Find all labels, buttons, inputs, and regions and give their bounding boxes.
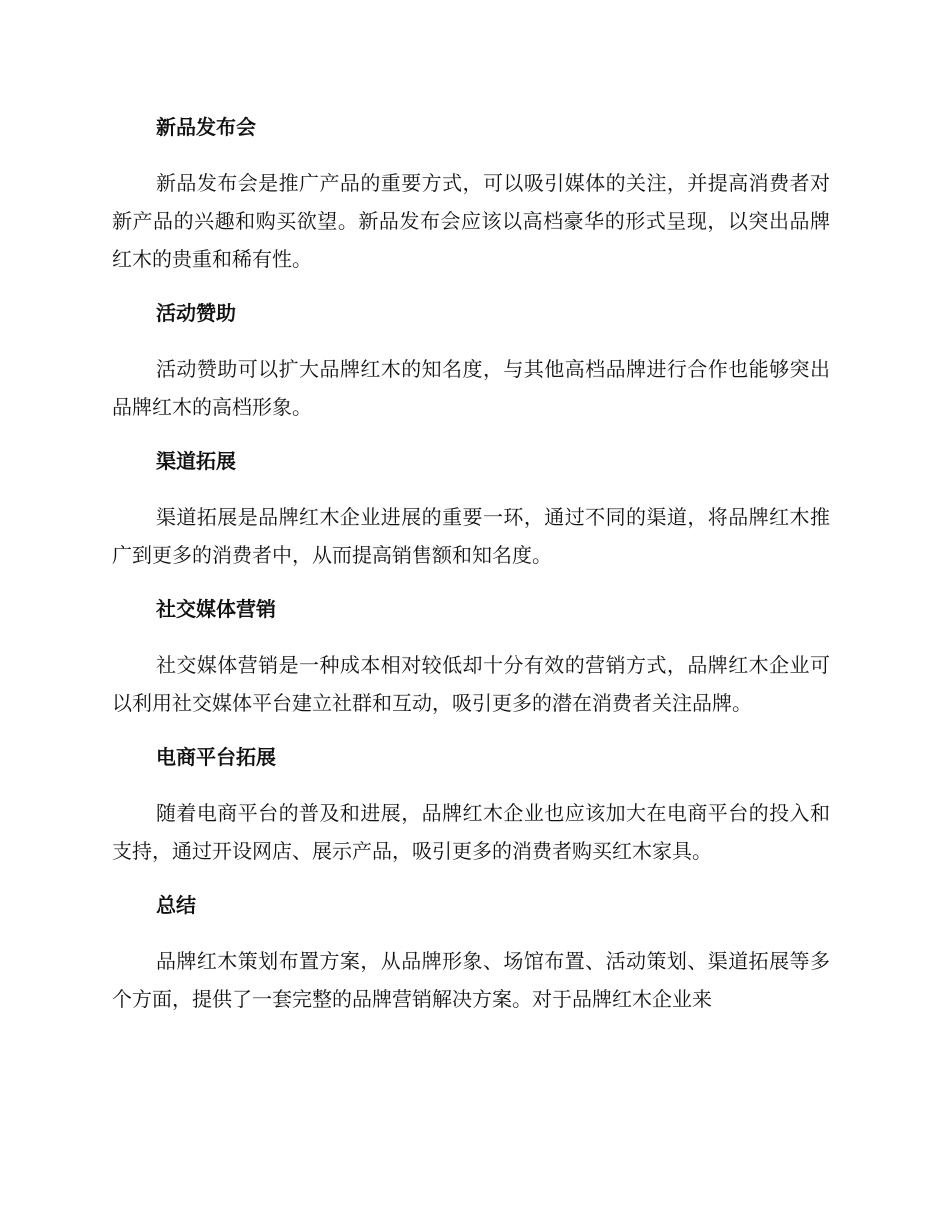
section-paragraph: 活动赞助可以扩大品牌红木的知名度，与其他高档品牌进行合作也能够突出品牌红木的高档形象。 bbox=[112, 357, 830, 419]
section-heading: 电商平台拓展 bbox=[156, 745, 276, 769]
document-page bbox=[112, 110, 830, 1018]
section-heading: 活动赞助 bbox=[156, 301, 236, 325]
section-paragraph: 社交媒体营销是一种成本相对较低却十分有效的营销方式，品牌红木企业可以利用社交媒体平台建立社群和互动，吸引更多的潜在消费者关注品牌。 bbox=[112, 653, 830, 715]
section-paragraph: 新品发布会是推广产品的重要方式，可以吸引媒体的关注，并提高消费者对新产品的兴趣和购买欲望。新品发布会应该以高档豪华的形式呈现，以突出品牌红木的贵重和稀有性。 bbox=[112, 171, 830, 271]
section-paragraph: 品牌红木策划布置方案，从品牌形象、场馆布置、活动策划、渠道拓展等多个方面，提供了一套完整的品牌营销解决方案。对于品牌红木企业来 bbox=[112, 949, 830, 1011]
section-heading: 新品发布会 bbox=[156, 115, 256, 139]
section-paragraph: 渠道拓展是品牌红木企业进展的重要一环，通过不同的渠道，将品牌红木推广到更多的消费者中，从而提高销售额和知名度。 bbox=[112, 505, 830, 567]
section-heading: 渠道拓展 bbox=[156, 449, 236, 473]
section-paragraph: 随着电商平台的普及和进展，品牌红木企业也应该加大在电商平台的投入和支持，通过开设网店、展示产品，吸引更多的消费者购买红木家具。 bbox=[112, 801, 830, 863]
section-heading: 社交媒体营销 bbox=[156, 597, 276, 621]
section-heading: 总结 bbox=[156, 893, 196, 917]
